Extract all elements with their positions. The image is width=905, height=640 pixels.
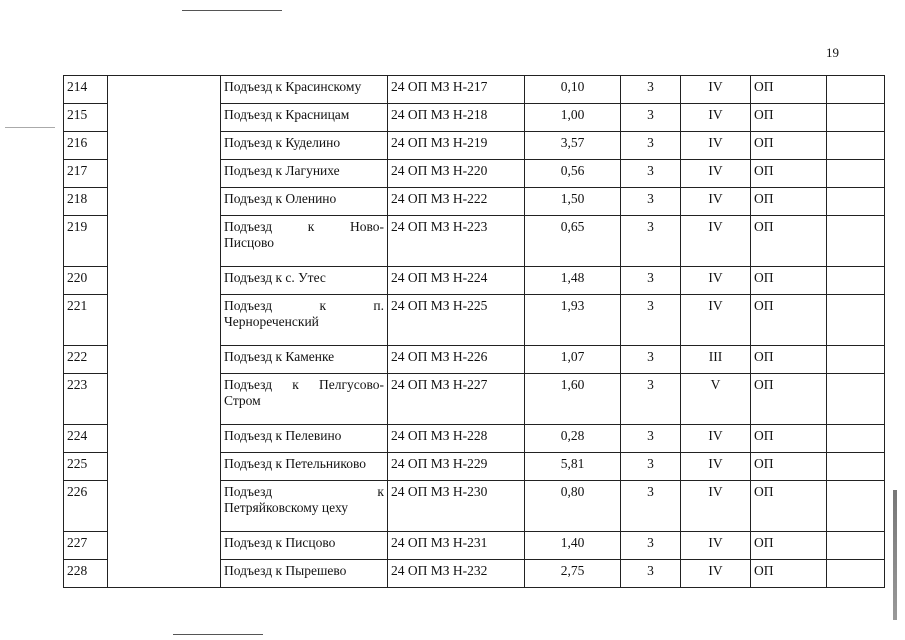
road-code: 24 ОП МЗ Н-218 (388, 104, 525, 132)
scan-artifact-left (5, 127, 55, 128)
road-code: 24 ОП МЗ Н-217 (388, 76, 525, 104)
road-significance: ОП (751, 104, 827, 132)
road-length: 2,75 (525, 560, 621, 588)
road-class: IV (681, 453, 751, 481)
road-length: 3,57 (525, 132, 621, 160)
row-number: 218 (64, 188, 108, 216)
road-length: 5,81 (525, 453, 621, 481)
road-name: Подъезд к Каменке (221, 346, 388, 374)
scan-artifact-edge (893, 490, 897, 620)
road-category: 3 (621, 560, 681, 588)
scan-artifact-bottom (173, 634, 263, 635)
road-class: IV (681, 295, 751, 346)
scan-artifact-top (182, 10, 282, 11)
road-class: IV (681, 76, 751, 104)
road-name: Подъезд к Пелевино (221, 425, 388, 453)
road-length: 0,80 (525, 481, 621, 532)
road-class: IV (681, 425, 751, 453)
road-length: 1,00 (525, 104, 621, 132)
road-name: Подъезд к Петельниково (221, 453, 388, 481)
road-code: 24 ОП МЗ Н-223 (388, 216, 525, 267)
road-length: 1,48 (525, 267, 621, 295)
road-category: 3 (621, 104, 681, 132)
road-name: Подъезд к Лагунихе (221, 160, 388, 188)
road-code: 24 ОП МЗ Н-229 (388, 453, 525, 481)
row-number: 220 (64, 267, 108, 295)
road-length: 1,07 (525, 346, 621, 374)
empty-cell (827, 76, 885, 104)
road-class: IV (681, 104, 751, 132)
road-category: 3 (621, 216, 681, 267)
empty-cell (827, 453, 885, 481)
road-length: 0,10 (525, 76, 621, 104)
row-number: 216 (64, 132, 108, 160)
road-code: 24 ОП МЗ Н-230 (388, 481, 525, 532)
road-code: 24 ОП МЗ Н-219 (388, 132, 525, 160)
empty-cell (827, 532, 885, 560)
road-length: 0,28 (525, 425, 621, 453)
road-name-line-1: Подъезд к п. (224, 298, 384, 313)
road-significance: ОП (751, 453, 827, 481)
road-length: 1,40 (525, 532, 621, 560)
road-category: 3 (621, 267, 681, 295)
road-significance: ОП (751, 267, 827, 295)
road-code: 24 ОП МЗ Н-226 (388, 346, 525, 374)
row-number: 225 (64, 453, 108, 481)
road-category: 3 (621, 132, 681, 160)
row-number: 219 (64, 216, 108, 267)
road-code: 24 ОП МЗ Н-224 (388, 267, 525, 295)
road-class: IV (681, 560, 751, 588)
road-name: Подъезд к Оленино (221, 188, 388, 216)
road-category: 3 (621, 295, 681, 346)
road-class: IV (681, 532, 751, 560)
road-significance: ОП (751, 295, 827, 346)
road-category: 3 (621, 188, 681, 216)
row-number: 228 (64, 560, 108, 588)
road-significance: ОП (751, 481, 827, 532)
road-significance: ОП (751, 188, 827, 216)
road-code: 24 ОП МЗ Н-225 (388, 295, 525, 346)
row-number: 224 (64, 425, 108, 453)
road-category: 3 (621, 481, 681, 532)
road-class: IV (681, 481, 751, 532)
empty-cell (827, 188, 885, 216)
empty-cell (827, 216, 885, 267)
empty-cell (827, 481, 885, 532)
road-name (221, 295, 388, 346)
road-significance: ОП (751, 346, 827, 374)
row-number: 226 (64, 481, 108, 532)
road-code: 24 ОП МЗ Н-227 (388, 374, 525, 425)
road-name: Подъезд к с. Утес (221, 267, 388, 295)
road-significance: ОП (751, 374, 827, 425)
road-name: Подъезд к Красницам (221, 104, 388, 132)
empty-cell (827, 160, 885, 188)
road-significance: ОП (751, 560, 827, 588)
road-significance: ОП (751, 160, 827, 188)
road-name-line-2: Стром (224, 393, 261, 408)
page-number: 19 (826, 45, 839, 60)
road-name-line-1: Подъезд к Пелгусово- (224, 377, 384, 392)
empty-cell (827, 267, 885, 295)
road-name (221, 216, 388, 267)
road-code: 24 ОП МЗ Н-231 (388, 532, 525, 560)
road-category: 3 (621, 374, 681, 425)
road-name: Подъезд к Красинскому (221, 76, 388, 104)
row-number: 223 (64, 374, 108, 425)
empty-cell (827, 560, 885, 588)
row-number: 214 (64, 76, 108, 104)
road-name (221, 481, 388, 532)
road-class: IV (681, 188, 751, 216)
road-category: 3 (621, 425, 681, 453)
road-code: 24 ОП МЗ Н-220 (388, 160, 525, 188)
road-name: Подъезд к Куделино (221, 132, 388, 160)
road-class: III (681, 346, 751, 374)
road-code: 24 ОП МЗ Н-222 (388, 188, 525, 216)
empty-cell (827, 295, 885, 346)
road-class: IV (681, 216, 751, 267)
road-name-line-2: Петряйковскому цеху (224, 500, 348, 515)
road-significance: ОП (751, 132, 827, 160)
road-category: 3 (621, 160, 681, 188)
road-name-line-1: Подъезд к Ново- (224, 219, 384, 234)
road-significance: ОП (751, 216, 827, 267)
roads-table (63, 75, 885, 588)
road-category: 3 (621, 346, 681, 374)
merged-region-cell (108, 76, 221, 588)
road-category: 3 (621, 453, 681, 481)
table-body (64, 76, 885, 588)
row-number: 221 (64, 295, 108, 346)
road-length: 1,60 (525, 374, 621, 425)
road-name: Подъезд к Пырешево (221, 560, 388, 588)
road-class: IV (681, 132, 751, 160)
road-length: 1,93 (525, 295, 621, 346)
row-number: 227 (64, 532, 108, 560)
road-name: Подъезд к Писцово (221, 532, 388, 560)
empty-cell (827, 425, 885, 453)
road-class: IV (681, 267, 751, 295)
road-name-line-2: Писцово (224, 235, 274, 250)
row-number: 217 (64, 160, 108, 188)
table-row (64, 76, 885, 104)
road-significance: ОП (751, 76, 827, 104)
road-code: 24 ОП МЗ Н-232 (388, 560, 525, 588)
road-name (221, 374, 388, 425)
road-class: V (681, 374, 751, 425)
empty-cell (827, 346, 885, 374)
road-significance: ОП (751, 532, 827, 560)
empty-cell (827, 104, 885, 132)
road-code: 24 ОП МЗ Н-228 (388, 425, 525, 453)
empty-cell (827, 132, 885, 160)
road-name-line-2: Чернореченский (224, 314, 319, 329)
road-class: IV (681, 160, 751, 188)
row-number: 222 (64, 346, 108, 374)
road-length: 0,56 (525, 160, 621, 188)
road-name-line-1: Подъезд к (224, 484, 384, 499)
empty-cell (827, 374, 885, 425)
road-significance: ОП (751, 425, 827, 453)
road-length: 1,50 (525, 188, 621, 216)
road-length: 0,65 (525, 216, 621, 267)
road-category: 3 (621, 76, 681, 104)
road-category: 3 (621, 532, 681, 560)
row-number: 215 (64, 104, 108, 132)
